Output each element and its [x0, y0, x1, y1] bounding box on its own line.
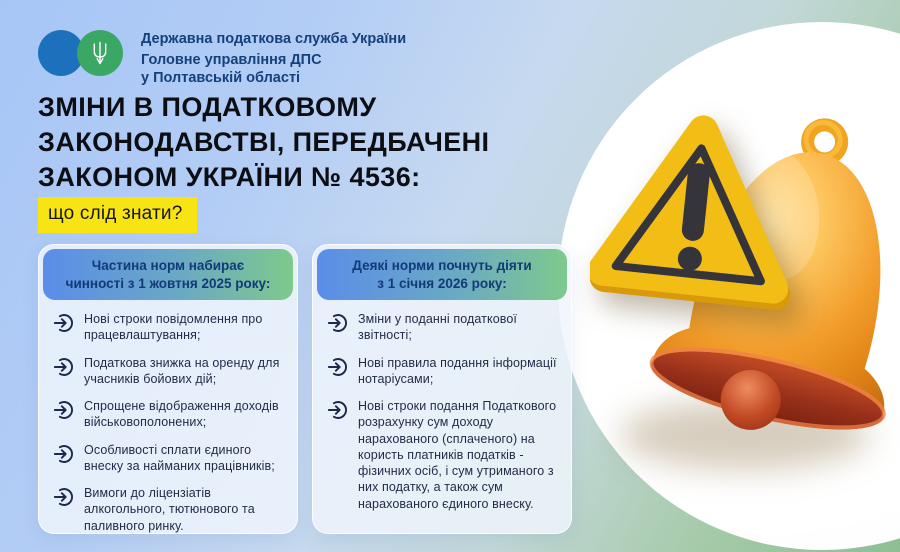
card-header-line: Деякі норми почнуть діяти [352, 258, 532, 273]
arrow-circle-icon [53, 312, 75, 334]
arrow-circle-icon [327, 312, 349, 334]
trident-circle-icon [77, 30, 123, 76]
card-header-line: чинності з 1 жовтня 2025 року: [65, 275, 271, 291]
list-item [53, 355, 285, 388]
arrow-circle-icon [327, 399, 349, 421]
list-item [53, 485, 285, 534]
arrow-circle-icon [53, 486, 75, 508]
list-item-text: Нові строки подання Податкового розрахунку сум доходу нарахованого (сплаченого) на користь платників податків - фізичних осіб, і сум утриманого з них податку, а також сум нарахованого єдиного внеску. [358, 399, 557, 511]
arrow-circle-icon [53, 356, 75, 378]
list-item-text: Зміни у поданні податкової звітності; [358, 312, 517, 343]
title-line-2: ЗАКОНОДАВСТВІ, ПЕРЕДБАЧЕНІ [38, 127, 490, 158]
card-jan-2026-list [317, 300, 567, 518]
org-text [141, 28, 406, 88]
list-item [53, 442, 285, 475]
list-item-text: Нові правила подання інформації нотаріусами; [358, 355, 557, 386]
list-item-text: Податкова знижка на оренду для учасників бойових дій; [84, 355, 280, 386]
org-header [38, 28, 406, 88]
list-item [327, 311, 559, 344]
trident-icon [90, 40, 110, 66]
org-name: Державна податкова служба України [141, 31, 407, 47]
list-item-text: Спрощене відображення доходів військовополонених; [84, 399, 279, 430]
card-jan-2026 [312, 244, 572, 534]
org-logo [38, 30, 123, 76]
card-oct-2025-header [43, 249, 293, 300]
list-item [53, 398, 285, 431]
arrow-circle-icon [53, 399, 75, 421]
card-header-line: Частина норм набирає [91, 258, 245, 273]
title-line-3: ЗАКОНОМ УКРАЇНИ № 4536: [38, 162, 421, 193]
list-item [327, 355, 559, 388]
list-item-text: Нові строки повідомлення про працевлаштування; [84, 312, 263, 343]
page-title [38, 90, 489, 195]
title-line-1: ЗМІНИ В ПОДАТКОВОМУ [38, 92, 377, 122]
card-oct-2025 [38, 244, 298, 534]
list-item-text: Вимоги до ліцензіатів алкогольного, тютюнового та паливного ринку. [84, 486, 255, 533]
org-region: у Полтавській області [141, 69, 301, 86]
list-item [327, 398, 559, 512]
list-item-text: Особливості сплати єдиного внеску за найманих працівників; [84, 442, 275, 473]
warning-triangle-icon [590, 110, 800, 310]
cards-row [38, 244, 572, 534]
card-oct-2025-list [43, 300, 293, 540]
arrow-circle-icon [53, 443, 75, 465]
list-item [53, 311, 285, 344]
title-highlight: що слід знати? [38, 197, 197, 233]
arrow-circle-icon [327, 356, 349, 378]
card-header-line: з 1 січня 2026 року: [377, 275, 507, 291]
card-jan-2026-header [317, 249, 567, 300]
org-department: Головне управління ДПС [141, 51, 322, 68]
